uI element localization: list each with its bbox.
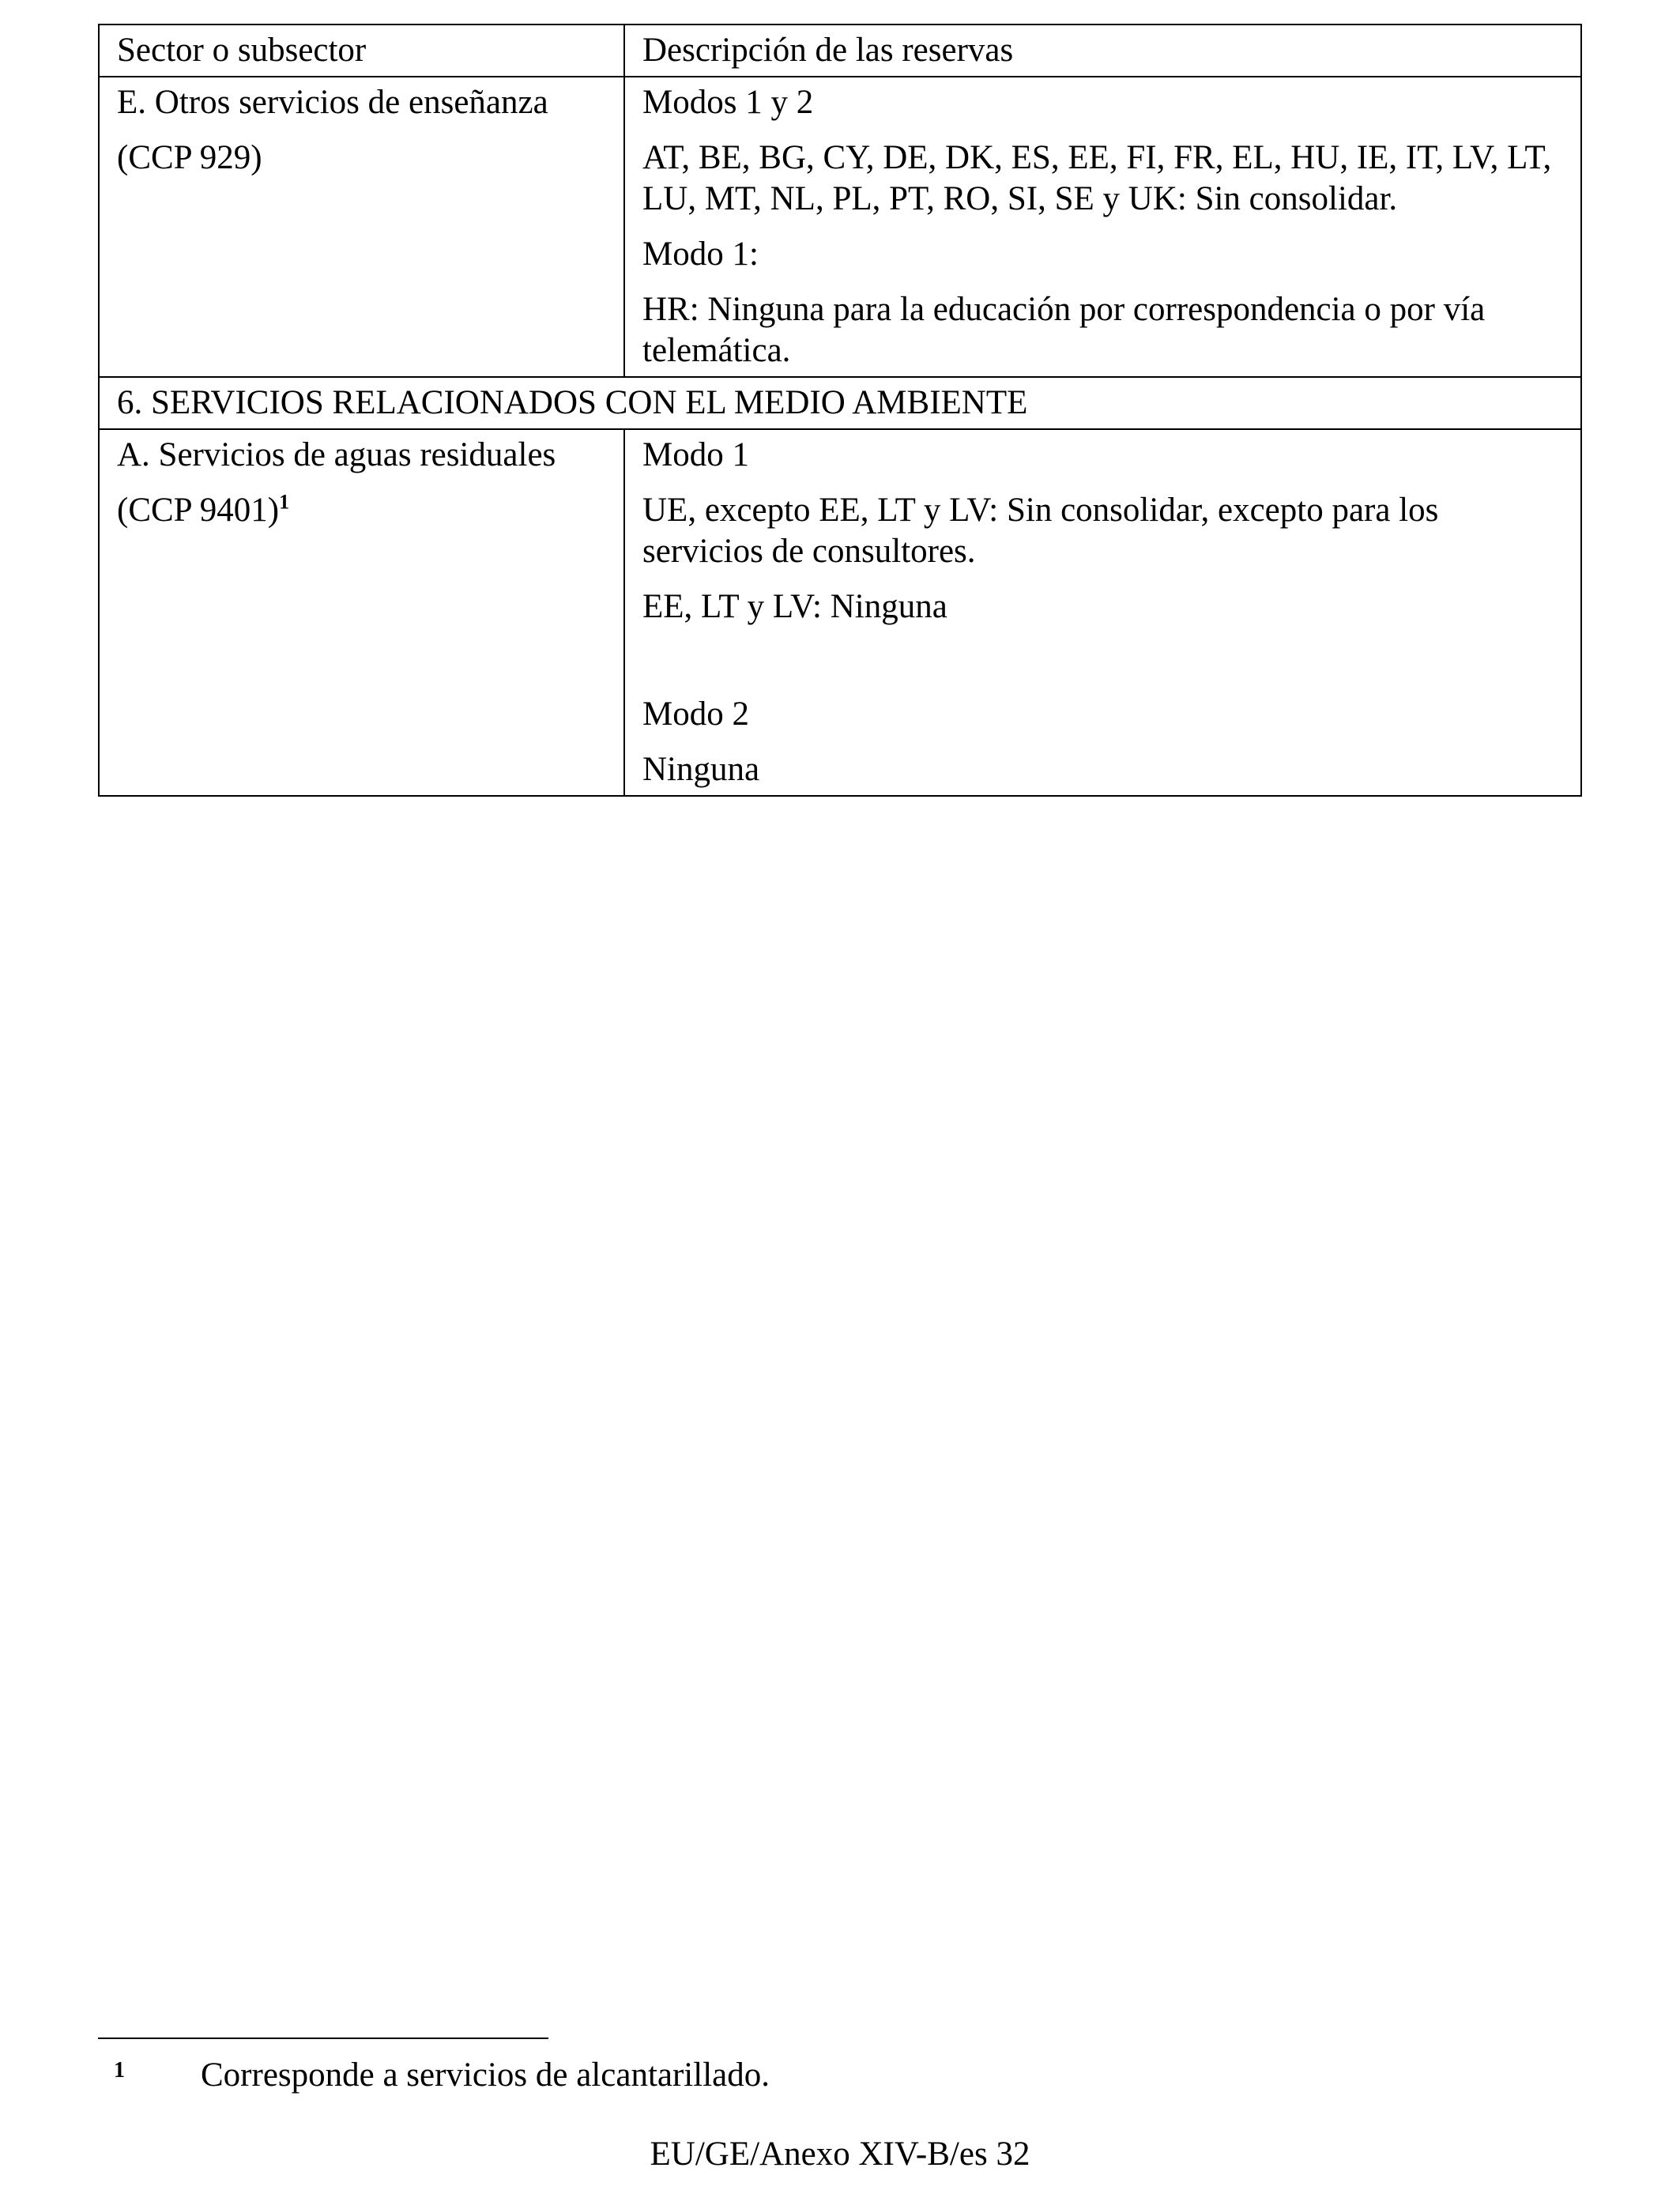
sector-title: A. Servicios de aguas residuales — [117, 436, 556, 473]
sector-title: E. Otros servicios de enseñanza — [117, 84, 548, 121]
reservation-text: EE, LT y LV: Ninguna — [642, 588, 947, 625]
table-row — [99, 77, 1581, 377]
sector-cell — [99, 77, 624, 377]
table-header-row — [99, 25, 1581, 77]
description-cell — [624, 429, 1581, 796]
footnote-text: Corresponde a servicios de alcantarillado. — [201, 2056, 770, 2094]
table-row — [99, 429, 1581, 796]
reservation-text: UE, excepto EE, LT y LV: Sin consolidar, excepto para los servicios de consultores. — [642, 492, 1439, 570]
page-footer: EU/GE/Anexo XIV-B/es 32 — [650, 2136, 1030, 2173]
header-sector: Sector o subsector — [99, 25, 624, 77]
footnote-divider — [98, 2038, 548, 2039]
mode-heading: Modo 1: — [642, 236, 759, 273]
section-row — [99, 377, 1581, 429]
section-heading: 6. SERVICIOS RELACIONADOS CON EL MEDIO AMBIENTE — [99, 377, 1581, 429]
mode-heading: Modos 1 y 2 — [642, 84, 814, 121]
reservation-text: AT, BE, BG, CY, DE, DK, ES, EE, FI, FR, EL, HU, IE, IT, LV, LT, LU, MT, NL, PL, PT, RO, SI, SE y UK: Sin consolidar. — [642, 139, 1552, 217]
sector-cell — [99, 429, 624, 796]
footnote-reference[interactable]: 1 — [279, 490, 290, 514]
footnote-mark: 1 — [114, 2058, 125, 2083]
sector-code: (CCP 929) — [117, 139, 262, 176]
header-description: Descripción de las reservas — [624, 25, 1581, 77]
mode-heading: Modo 1 — [642, 436, 749, 473]
reservations-table — [98, 24, 1582, 797]
reservation-text: Ninguna — [642, 751, 760, 788]
description-cell — [624, 77, 1581, 377]
sector-code: (CCP 9401) — [117, 492, 280, 529]
sector-code-line — [117, 490, 606, 531]
reservation-text: HR: Ninguna para la educación por correspondencia o por vía telemática. — [642, 291, 1486, 369]
mode-heading: Modo 2 — [642, 696, 749, 733]
